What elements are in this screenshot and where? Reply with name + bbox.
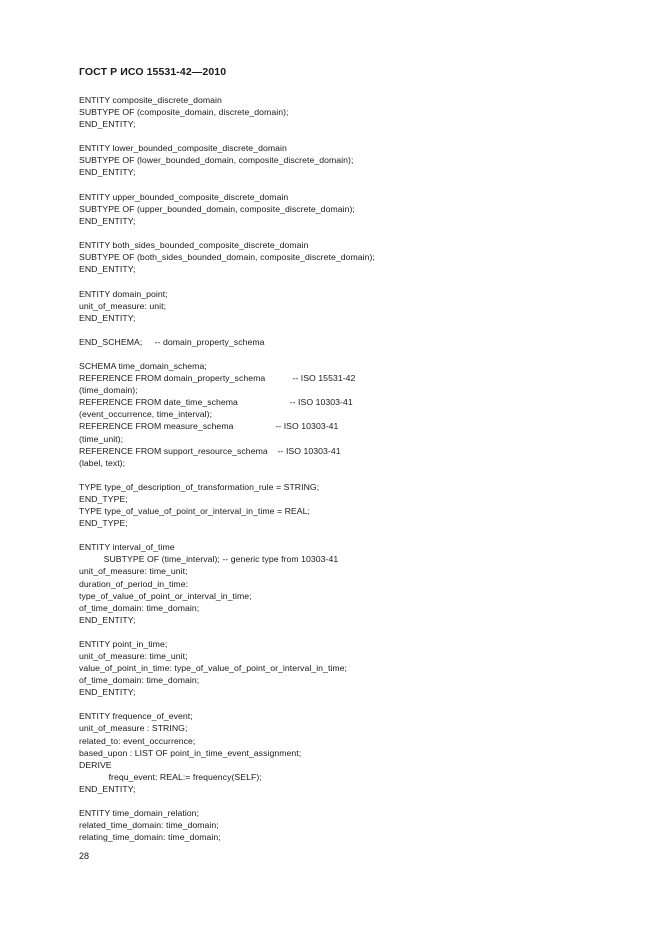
code-line: duration_of_period_in_time: bbox=[79, 578, 189, 589]
code-block bbox=[79, 638, 639, 698]
code-line: REFERENCE FROM measure_schema -- ISO 10303-41 bbox=[79, 421, 339, 432]
code-line: of_time_domain: time_domain; bbox=[79, 675, 200, 686]
page-number: 28 bbox=[79, 851, 90, 861]
code-block bbox=[79, 191, 639, 227]
code-line: REFERENCE FROM domain_property_schema -- ISO 15531-42 bbox=[79, 373, 356, 384]
code-line: of_time_domain: time_domain; bbox=[79, 602, 200, 613]
code-line: END_ENTITY; bbox=[79, 783, 136, 794]
code-line: DERIVE bbox=[79, 759, 112, 770]
code-line: END_ENTITY; bbox=[79, 167, 136, 178]
code-line: SUBTYPE OF (composite_domain, discrete_domain); bbox=[79, 107, 289, 118]
code-line: (time_unit); bbox=[79, 433, 124, 444]
code-line: unit_of_measure: time_unit; bbox=[79, 650, 188, 661]
code-line: related_time_domain: time_domain; bbox=[79, 820, 219, 831]
code-line: ENTITY lower_bounded_composite_discrete_domain bbox=[79, 143, 287, 154]
code-line: unit_of_measure: unit; bbox=[79, 300, 167, 311]
code-line: (event_occurrence, time_interval); bbox=[79, 409, 213, 420]
code-line: END_ENTITY; bbox=[79, 119, 136, 130]
code-line: ENTITY both_sides_bounded_composite_discrete_domain bbox=[79, 240, 309, 251]
code-block bbox=[79, 239, 639, 275]
code-line: END_SCHEMA; -- domain_property_schema bbox=[79, 336, 265, 347]
code-line: SUBTYPE OF (upper_bounded_domain, composite_discrete_domain); bbox=[79, 203, 355, 214]
code-line: relating_time_domain: time_domain; bbox=[79, 832, 221, 843]
code-block bbox=[79, 360, 639, 468]
code-line: END_TYPE; bbox=[79, 518, 128, 529]
code-line: SCHEMA time_domain_schema; bbox=[79, 361, 207, 372]
code-line: (time_domain); bbox=[79, 385, 138, 396]
code-line: SUBTYPE OF (both_sides_bounded_domain, composite_discrete_domain); bbox=[79, 252, 375, 263]
code-line: ENTITY point_in_time; bbox=[79, 638, 168, 649]
code-line: END_ENTITY; bbox=[79, 264, 136, 275]
code-block bbox=[79, 288, 639, 324]
code-block bbox=[79, 710, 639, 794]
code-line: ENTITY composite_discrete_domain bbox=[79, 95, 222, 105]
blank-line bbox=[79, 626, 639, 638]
blank-line bbox=[79, 275, 639, 287]
code-line: END_ENTITY; bbox=[79, 614, 136, 625]
code-line: END_ENTITY; bbox=[79, 687, 136, 698]
code-line: TYPE type_of_description_of_transformation_rule = STRING; bbox=[79, 481, 320, 492]
code-line: unit_of_measure : STRING; bbox=[79, 723, 188, 734]
code-block bbox=[79, 807, 639, 843]
blank-line bbox=[79, 130, 639, 142]
blank-line bbox=[79, 179, 639, 191]
blank-line bbox=[79, 324, 639, 336]
code-line: ENTITY domain_point; bbox=[79, 288, 168, 299]
code-line: related_to: event_occurrence; bbox=[79, 735, 196, 746]
document-header: ГОСТ Р ИСО 15531-42—2010 bbox=[79, 66, 227, 78]
code-line: SUBTYPE OF (lower_bounded_domain, composite_discrete_domain); bbox=[79, 155, 354, 166]
express-code-listing bbox=[79, 94, 639, 843]
code-block bbox=[79, 142, 639, 178]
blank-line bbox=[79, 348, 639, 360]
blank-line bbox=[79, 227, 639, 239]
code-block bbox=[79, 541, 639, 625]
code-line: ENTITY interval_of_time bbox=[79, 542, 175, 553]
code-line: ENTITY frequence_of_event; bbox=[79, 711, 193, 722]
code-line: TYPE type_of_value_of_point_or_interval_in_time = REAL; bbox=[79, 506, 310, 517]
code-line: based_upon : LIST OF point_in_time_event_assignment; bbox=[79, 747, 302, 758]
code-line: (label, text); bbox=[79, 457, 126, 468]
code-line: value_of_point_in_time: type_of_value_of_point_or_interval_in_time; bbox=[79, 663, 348, 674]
code-line: END_ENTITY; bbox=[79, 215, 136, 226]
code-line: END_ENTITY; bbox=[79, 312, 136, 323]
code-line: REFERENCE FROM date_time_schema -- ISO 10303-41 bbox=[79, 397, 353, 408]
code-line: unit_of_measure: time_unit; bbox=[79, 566, 188, 577]
code-line: END_TYPE; bbox=[79, 493, 128, 504]
blank-line bbox=[79, 698, 639, 710]
code-line: ENTITY upper_bounded_composite_discrete_domain bbox=[79, 191, 289, 202]
blank-line bbox=[79, 795, 639, 807]
code-block bbox=[79, 336, 639, 348]
code-line: type_of_value_of_point_or_interval_in_time; bbox=[79, 590, 252, 601]
code-line: frequ_event: REAL:= frequency(SELF); bbox=[79, 771, 262, 782]
blank-line bbox=[79, 469, 639, 481]
code-line: ENTITY time_domain_relation; bbox=[79, 808, 200, 818]
blank-line bbox=[79, 529, 639, 541]
code-block bbox=[79, 94, 639, 130]
code-block bbox=[79, 481, 639, 529]
code-line: SUBTYPE OF (time_interval); -- generic type from 10303-41 bbox=[79, 554, 339, 565]
code-line: REFERENCE FROM support_resource_schema -- ISO 10303-41 bbox=[79, 445, 341, 456]
